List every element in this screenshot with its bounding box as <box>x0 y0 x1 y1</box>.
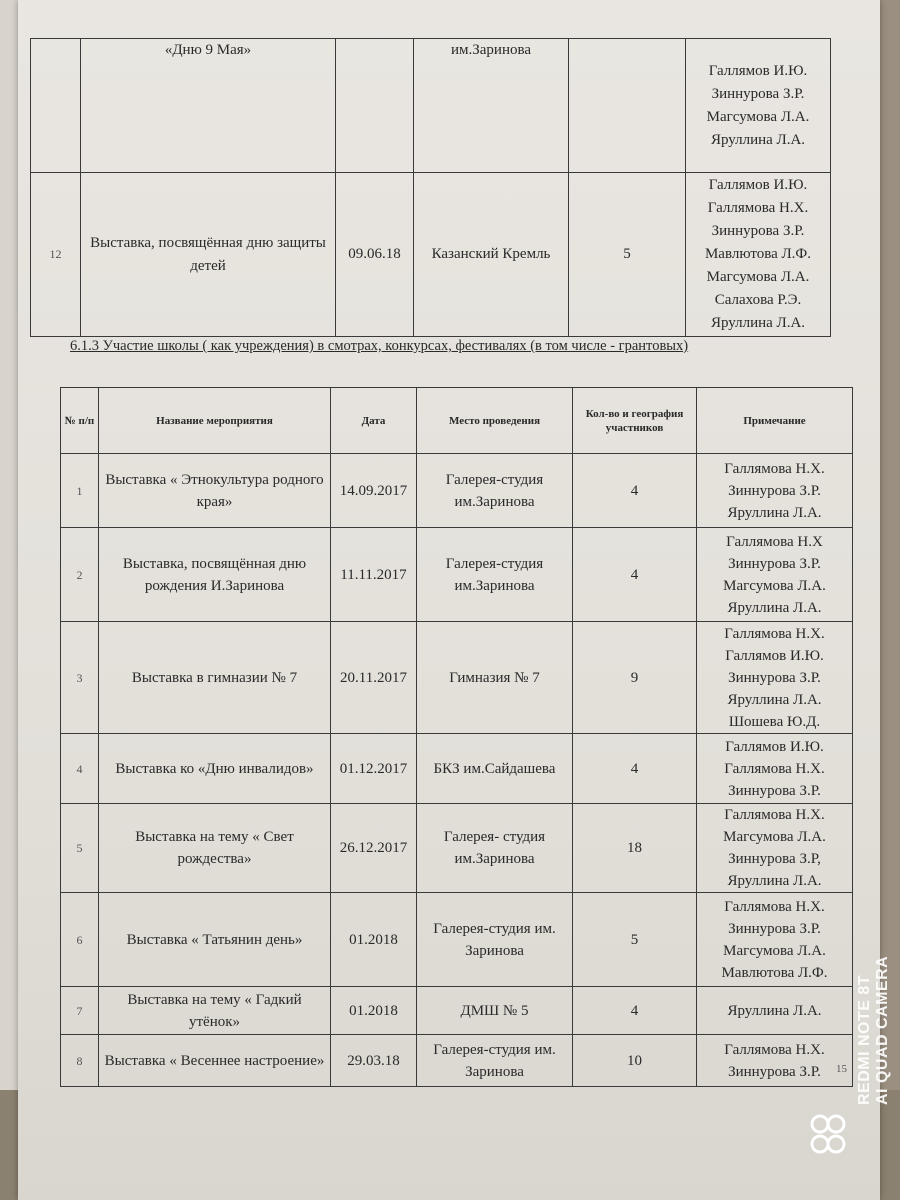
event-date: 01.2018 <box>331 987 417 1035</box>
participant-name: Яруллина Л.А. <box>727 504 822 521</box>
event-name: «Дню 9 Мая» <box>81 39 336 173</box>
participants-count: 4 <box>573 987 697 1035</box>
participants-count: 4 <box>573 528 697 622</box>
event-date: 29.03.18 <box>331 1035 417 1087</box>
event-place: Галерея-студия им.Заринова <box>417 528 573 622</box>
event-place: Галерея-студия им.Заринова <box>417 454 573 528</box>
participant-names <box>697 893 853 987</box>
row-number: 5 <box>61 804 99 893</box>
event-place: Гимназия № 7 <box>417 622 573 734</box>
participant-name: Галлямова Н.Х. <box>724 898 825 915</box>
event-name: Выставка, посвящённая дню защиты детей <box>81 173 336 337</box>
table-row <box>61 804 853 893</box>
row-number: 7 <box>61 987 99 1035</box>
event-name: Выставка « Татьянин день» <box>99 893 331 987</box>
row-number: 8 <box>61 1035 99 1087</box>
row-number: 2 <box>61 528 99 622</box>
participants-count: 9 <box>573 622 697 734</box>
participant-name: Галлямова Н.Х. <box>724 1041 825 1058</box>
page-number: 15 <box>836 1063 847 1075</box>
event-place: ДМШ № 5 <box>417 987 573 1035</box>
participant-name: Яруллина Л.А. <box>727 1002 822 1019</box>
table-row <box>61 528 853 622</box>
participant-name: Магсумова Л.А. <box>723 829 826 845</box>
participant-name: Яруллина Л.А. <box>710 315 806 331</box>
event-date: 20.11.2017 <box>331 622 417 734</box>
participant-name: Галлямова Н.Х. <box>724 760 825 777</box>
participants-count: 4 <box>573 454 697 528</box>
event-date <box>336 39 414 173</box>
participant-name: Зиннурова З.Р. <box>728 1063 821 1080</box>
table-row <box>61 987 853 1035</box>
continuation-table <box>30 38 831 337</box>
event-name: Выставка на тему « Гадкий утёнок» <box>99 987 331 1035</box>
participant-name: Зиннурова З.Р. <box>711 223 805 239</box>
table-row <box>61 454 853 528</box>
participant-name: Зиннурова З.Р. <box>728 669 821 686</box>
participant-name: Зиннурова З.Р, <box>728 851 821 867</box>
participant-name: Мавлютова Л.Ф. <box>704 246 812 262</box>
participants-count: 5 <box>573 893 697 987</box>
participants-count: 18 <box>573 804 697 893</box>
row-number: 4 <box>61 734 99 804</box>
participant-name: Галлямов И.Ю. <box>708 177 808 193</box>
event-name: Выставка, посвящённая дню рождения И.Заринова <box>99 528 331 622</box>
table-row <box>61 893 853 987</box>
participant-name: Зиннурова З.Р. <box>728 782 821 799</box>
event-date: 26.12.2017 <box>331 804 417 893</box>
participant-name: Яруллина Л.А. <box>727 691 822 708</box>
event-name: Выставка на тему « Свет рождества» <box>99 804 331 893</box>
header-note: Примечание <box>697 388 853 454</box>
table-row <box>31 39 831 173</box>
participant-name: Салахова Р.Э. <box>714 292 802 308</box>
participant-name: Галлямова Н.Х. <box>724 625 825 642</box>
participant-name: Мавлютова Л.Ф. <box>721 964 828 981</box>
header-count: Кол-во и география участников <box>573 388 697 454</box>
event-name: Выставка ко «Дню инвалидов» <box>99 734 331 804</box>
table-row <box>31 173 831 337</box>
table-row <box>61 1035 853 1087</box>
row-number: 1 <box>61 454 99 528</box>
participant-names <box>697 734 853 804</box>
event-name: Выставка « Этнокультура родного края» <box>99 454 331 528</box>
header-num: № п/п <box>61 388 99 454</box>
row-number: 3 <box>61 622 99 734</box>
event-place: БКЗ им.Сайдашева <box>417 734 573 804</box>
participant-name: Галлямов И.Ю. <box>708 62 808 79</box>
event-date: 01.2018 <box>331 893 417 987</box>
participant-names <box>697 987 853 1035</box>
event-date: 14.09.2017 <box>331 454 417 528</box>
header-name: Название мероприятия <box>99 388 331 454</box>
participant-name: Галлямова Н.Х. <box>707 200 809 216</box>
section-title: 6.1.3 Участие школы ( как учреждения) в смотрах, конкурсах, фестивалях (в том числе - грантовых) <box>70 338 689 354</box>
participants-count: 5 <box>569 173 686 337</box>
participant-name: Галлямов И.Ю. <box>725 647 824 664</box>
event-place: им.Заринова <box>414 39 569 173</box>
table-row <box>61 622 853 734</box>
participants-count: 4 <box>573 734 697 804</box>
participant-name: Галлямова Н.Х <box>726 533 823 550</box>
event-place: Казанский Кремль <box>414 173 569 337</box>
participant-name: Яруллина Л.А. <box>710 131 806 148</box>
row-number <box>31 39 81 173</box>
event-date: 11.11.2017 <box>331 528 417 622</box>
event-date: 01.12.2017 <box>331 734 417 804</box>
participant-names <box>697 454 853 528</box>
table-row <box>61 734 853 804</box>
participant-name: Яруллина Л.А. <box>727 599 822 616</box>
participant-name: Шошева Ю.Д. <box>728 713 821 730</box>
participant-name: Зиннурова З.Р. <box>728 920 821 937</box>
participant-names <box>686 173 831 337</box>
participant-name: Магсумова Л.А. <box>706 108 810 125</box>
row-number: 6 <box>61 893 99 987</box>
participant-names <box>697 1035 853 1087</box>
participant-name: Яруллина Л.А. <box>727 873 822 889</box>
header-place: Место проведения <box>417 388 573 454</box>
document-page <box>18 0 880 1200</box>
event-place: Галерея- студия им.Заринова <box>417 804 573 893</box>
participant-name: Галлямова Н.Х. <box>724 807 825 823</box>
event-place: Галерея-студия им. Заринова <box>417 1035 573 1087</box>
camera-lens-icon <box>808 1112 848 1162</box>
table-header-row <box>61 388 853 454</box>
events-table <box>60 387 853 1087</box>
participant-name: Зиннурова З.Р. <box>711 85 805 102</box>
watermark-line-1: REDMI NOTE 8T <box>856 974 873 1105</box>
camera-watermark <box>856 956 892 1105</box>
participants-count <box>569 39 686 173</box>
participant-names <box>697 528 853 622</box>
participant-names <box>697 804 853 893</box>
header-date: Дата <box>331 388 417 454</box>
watermark-line-2: AI QUAD CAMERA <box>874 955 891 1105</box>
participant-name: Магсумова Л.А. <box>723 942 826 959</box>
participant-name: Галлямов И.Ю. <box>725 738 824 755</box>
participant-name: Зиннурова З.Р. <box>728 555 821 572</box>
participant-names <box>697 622 853 734</box>
participants-count: 10 <box>573 1035 697 1087</box>
participant-name: Зиннурова З.Р. <box>728 482 821 499</box>
participant-name: Магсумова Л.А. <box>723 577 826 594</box>
row-number: 12 <box>31 173 81 337</box>
event-place: Галерея-студия им. Заринова <box>417 893 573 987</box>
event-name: Выставка в гимназии № 7 <box>99 622 331 734</box>
participant-name: Галлямова Н.Х. <box>724 460 825 477</box>
event-name: Выставка « Весеннее настроение» <box>99 1035 331 1087</box>
participant-name: Магсумова Л.А. <box>706 269 810 285</box>
participant-names <box>686 39 831 173</box>
event-date: 09.06.18 <box>336 173 414 337</box>
